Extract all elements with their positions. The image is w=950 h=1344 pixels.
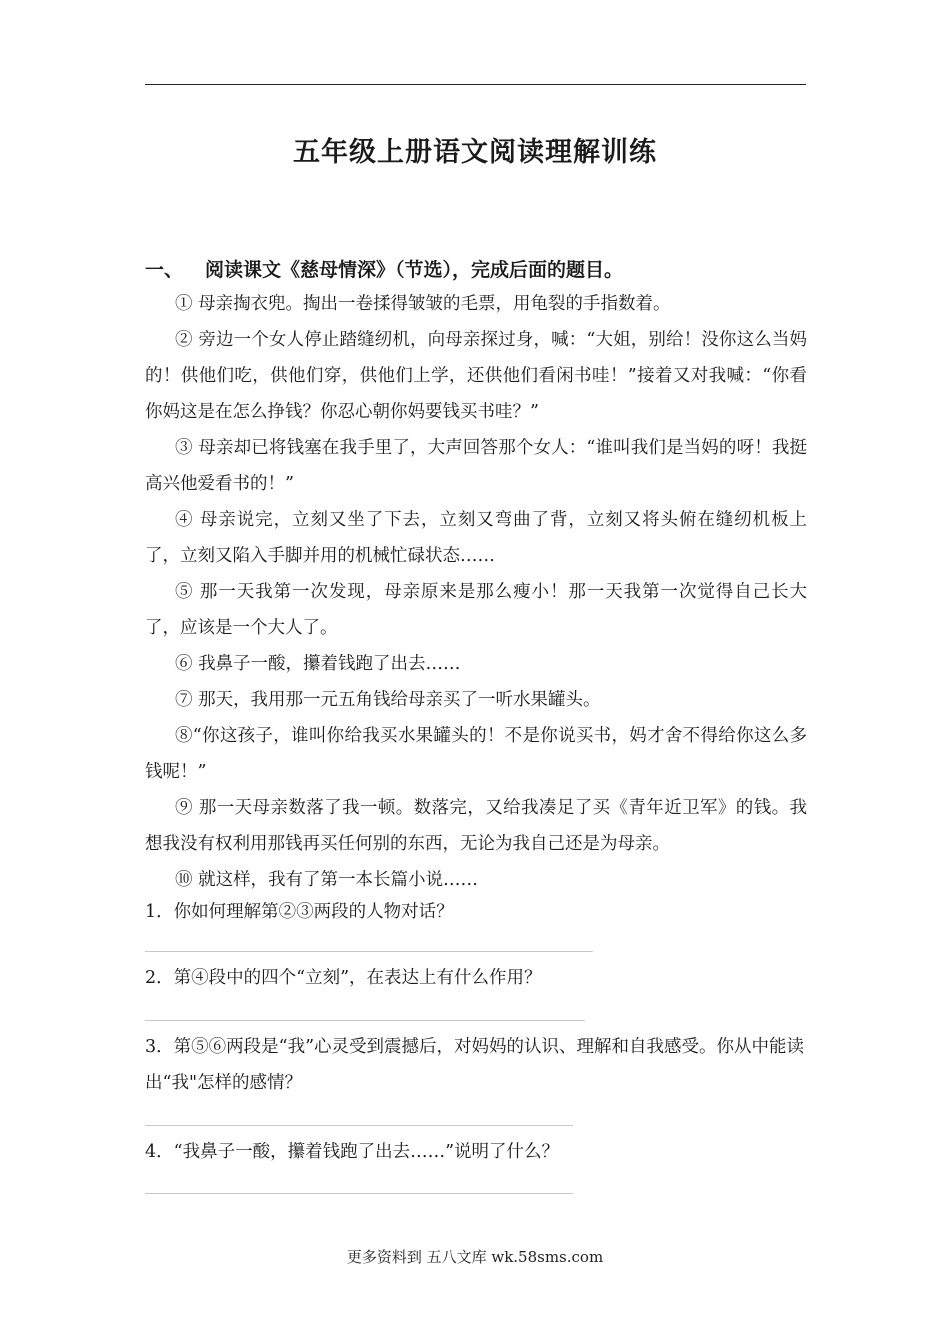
section-heading-text: 阅读课文《慈母情深》（节选），完成后面的题目。	[205, 259, 624, 281]
passage-paragraph: ⑤ 那一天我第一次发现，母亲原来是那么瘦小！那一天我第一次觉得自己长大了，应该是一个大人了。	[145, 582, 807, 638]
passage-paragraph: ⑥ 我鼻子一酸，攥着钱跑了出去……	[175, 654, 461, 674]
footer-link[interactable]: 更多资料到 五八文库 wk.58sms.com	[346, 1248, 604, 1266]
section-number: 一、	[145, 259, 184, 281]
reading-passage	[145, 286, 807, 898]
answer-line-4[interactable]	[145, 1193, 573, 1194]
passage-paragraph: ④ 母亲说完，立刻又坐了下去，立刻又弯曲了背，立刻又将头俯在缝纫机板上了，立刻又陷入手脚并用的机械忙碌状态……	[145, 510, 807, 566]
answer-line-3[interactable]	[145, 1125, 573, 1126]
top-divider	[145, 84, 806, 85]
passage-paragraph: ⑧“你这孩子，谁叫你给我买水果罐头的！不是你说买书，妈才舍不得给你这么多钱呢！”	[145, 726, 807, 782]
answer-line-2[interactable]	[145, 1020, 585, 1021]
page-title: 五年级上册语文阅读理解训练	[293, 137, 657, 168]
question-1: 1．你如何理解第②③两段的人物对话？	[145, 902, 454, 922]
passage-paragraph: ⑦ 那天，我用那一元五角钱给母亲买了一听水果罐头。	[175, 690, 601, 710]
section-heading	[145, 255, 623, 282]
question-4: 4．“我鼻子一酸，攥着钱跑了出去……”说明了什么？	[145, 1142, 560, 1162]
question-3: 3．第⑤⑥两段是“我”心灵受到震撼后，对妈妈的认识、理解和自我感受。你从中能读出“我"怎样的感情？	[145, 1037, 805, 1093]
question-2: 2．第④段中的四个“立刻”，在表达上有什么作用？	[145, 968, 542, 988]
passage-paragraph: ① 母亲掏衣兜。掏出一卷揉得皱皱的毛票，用龟裂的手指数着。	[175, 294, 671, 314]
passage-paragraph: ⑨ 那一天母亲数落了我一顿。数落完，又给我凑足了买《青年近卫军》的钱。我想我没有权利用那钱再买任何别的东西，无论为我自己还是为母亲。	[145, 798, 807, 854]
passage-paragraph: ⑩ 就这样，我有了第一本长篇小说……	[175, 870, 479, 890]
answer-line-1[interactable]	[145, 951, 593, 952]
passage-paragraph: ② 旁边一个女人停止踏缝纫机，向母亲探过身，喊：“大姐，别给！没你这么当妈的！供他们吃，供他们穿，供他们上学，还供他们看闲书哇！”接着又对我喊：“你看你妈这是在怎么挣钱？你忍心朝你妈要钱买书哇？”	[145, 330, 807, 422]
passage-paragraph: ③ 母亲却已将钱塞在我手里了，大声回答那个女人：“谁叫我们是当妈的呀！我挺高兴他爱看书的！”	[145, 438, 807, 494]
